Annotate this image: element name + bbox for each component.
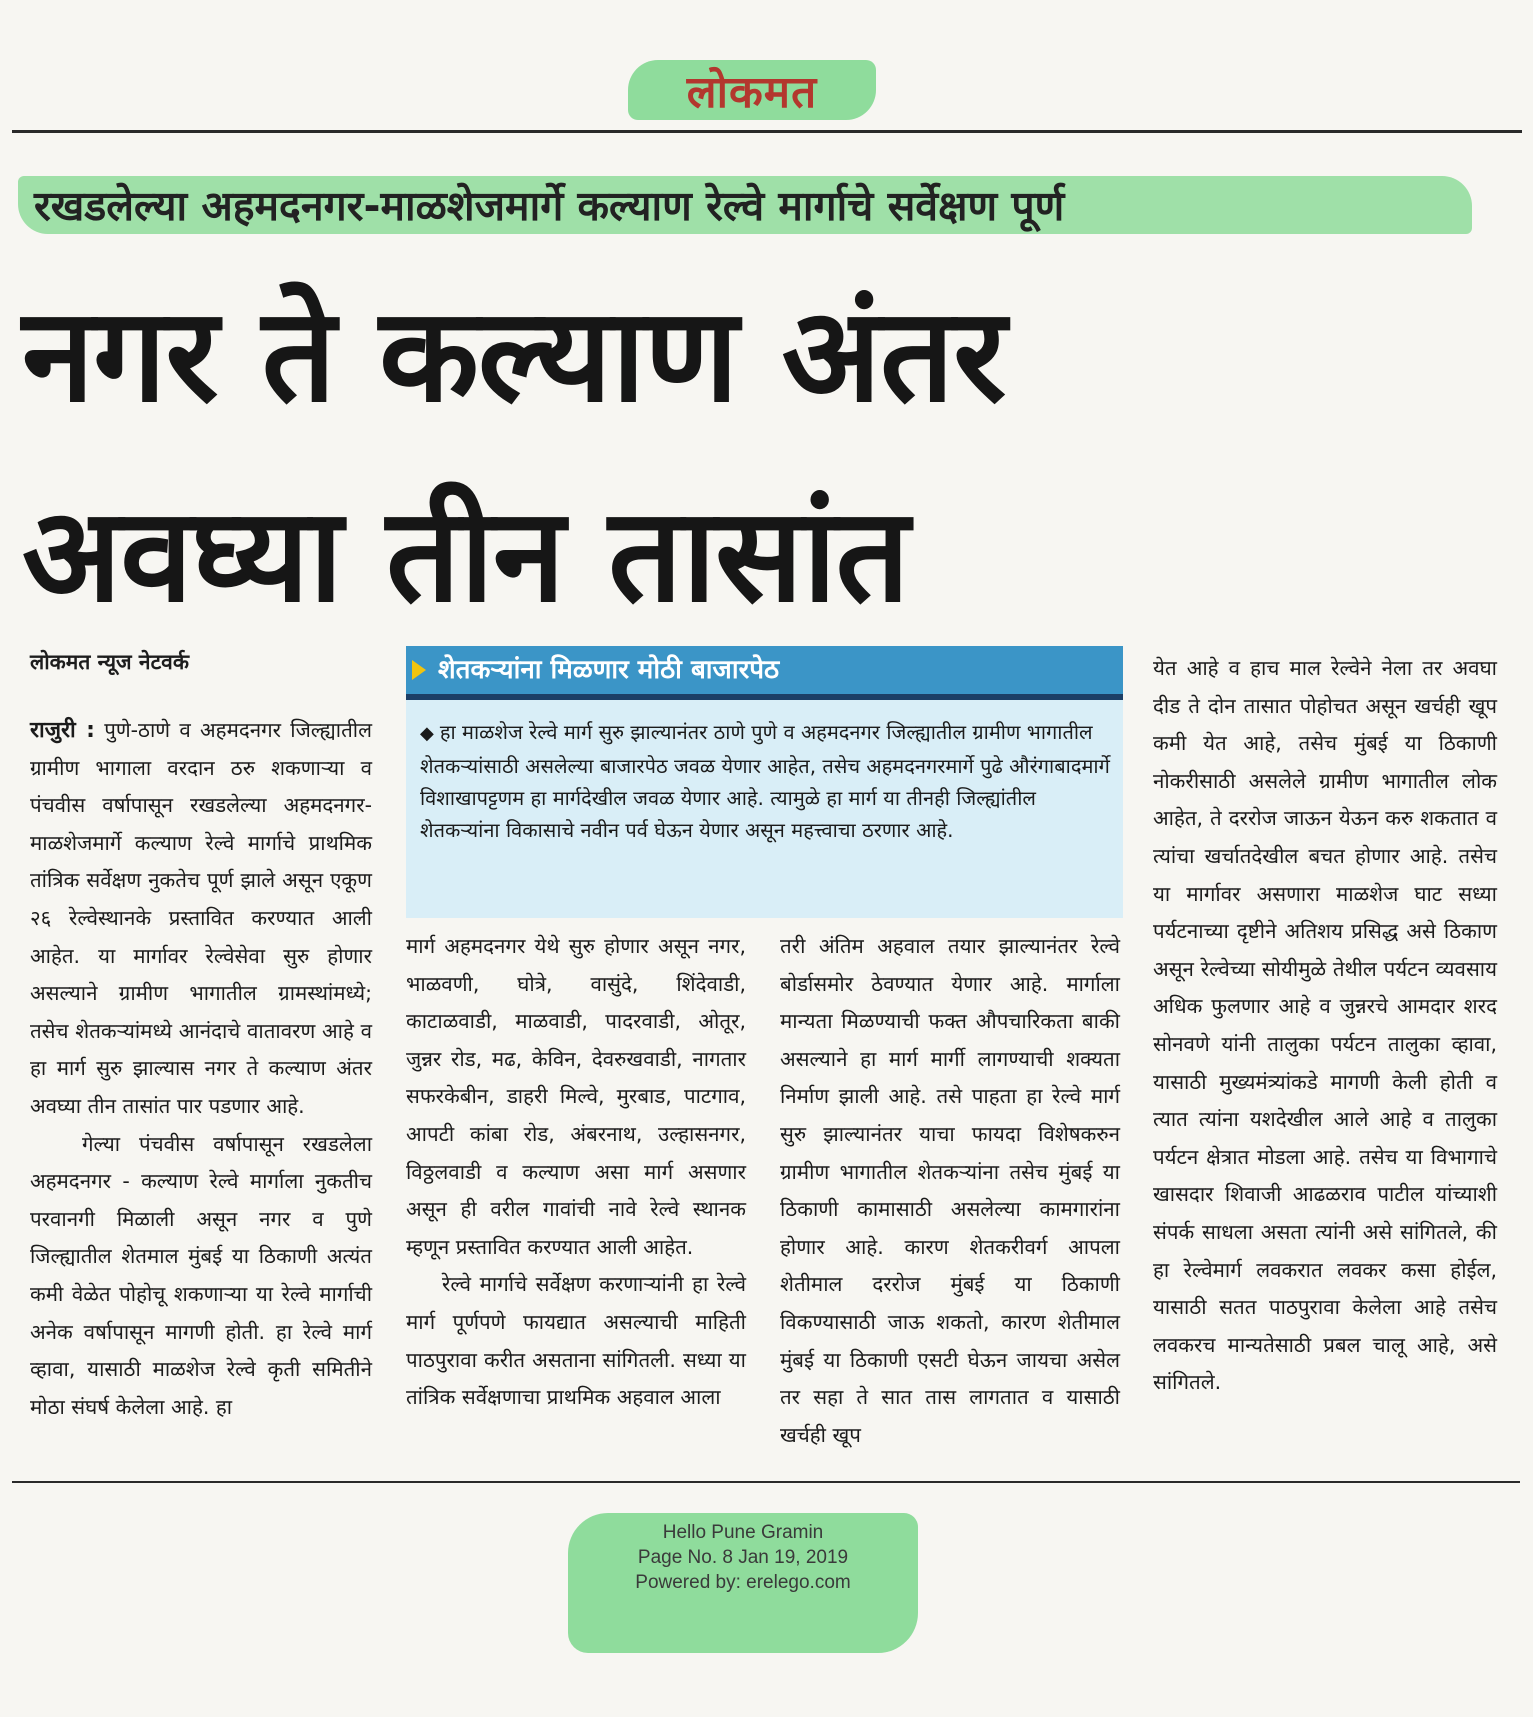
- footer-powered-by: Powered by: erelego.com: [635, 1572, 851, 1593]
- diamond-bullet-icon: ◆: [420, 723, 434, 744]
- main-headline: [22, 255, 1512, 655]
- sidebar-box-body: [420, 716, 1110, 846]
- footer-page-date: Page No. 8 Jan 19, 2019: [637, 1547, 849, 1568]
- article-column-4: [1153, 650, 1497, 1402]
- top-rule: [12, 130, 1522, 133]
- column-3-paragraph-1: तरी अंतिम अहवाल तयार झाल्यानंतर रेल्वे बोर्डासमोर ठेवण्यात येणार आहे. मार्गाला मान्यता मिळण्याची फक्त औपचारिकता बाकी असल्याने हा मार्ग मार्गी लागण्याची शक्यता निर्माण झाली आहे. तसे पाहता हा रेल्वे मार्ग सुरु झाल्यानंतर याचा फायदा विशेषकरुन ग्रामीण भागातील शेतकऱ्यांना तसेच मुंबई या ठिकाणी कामासाठी असलेल्या कामगारांना होणार आहे. कारण शेतकरीवर्ग आपला शेतीमाल दररोज मुंबई या ठिकाणी विकण्यासाठी जाऊ शकतो, कारण शेतीमाल मुंबई या ठिकाणी एसटी घेऊन जायचा असेल तर सहा ते सात तास लागतात व यासाठी खर्चही खूप: [780, 934, 1120, 1447]
- article-column-3: [780, 928, 1120, 1454]
- masthead-logo: लोकमत: [686, 67, 818, 118]
- sidebar-box: [406, 646, 1123, 918]
- column-4-paragraph-1: येत आहे व हाच माल रेल्वेने नेला तर अवघा दीड ते दोन तासात पोहोचत असून खर्चही खूप कमी येत आहे, तसेच मुंबई या ठिकाणी नोकरीसाठी असलेले ग्रामीण भागातील लोक आहेत, ते दररोज जाऊन येऊन करु शकतात व त्यांचा खर्चातदेखील बचत होणार आहे. तसेच या मार्गावर असणारा माळशेज घाट सध्या पर्यटनाच्या दृष्टीने अतिशय प्रसिद्ध असे ठिकाण असून रेल्वेच्या सोयीमुळे तेथील पर्यटन व्यवसाय अधिक फुलणार आहे व जुन्नरचे आमदार शरद सोनवणे यांनी तालुका पर्यटन तालुका व्हावा, यासाठी मुख्यमंत्र्यांकडे मागणी केली होती व त्यात त्यांना यशदेखील आले आहे व तालुका पर्यटन क्षेत्रात मोडला आहे. तसेच या विभागाचे खासदार शिवाजी आढळराव पाटील यांच्याशी संपर्क साधला असता त्यांनी असे सांगितले, की हा रेल्वेमार्ग लवकरात लवकर कसा होईल, यासाठी सतत पाठपुरावा केलेला आहे तसेच लवकरच मान्यतेसाठी प्रबल चालू आहे, असे सांगितले.: [1153, 656, 1497, 1395]
- sidebar-box-title: शेतकऱ्यांना मिळणार मोठी बाजारपेठ: [438, 655, 780, 685]
- sidebar-box-text: हा माळशेज रेल्वे मार्ग सुरु झाल्यानंतर ठाणे पुणे व अहमदनगर जिल्ह्यातील ग्रामीण भागातील शेतकऱ्यांसाठी असलेल्या बाजारपेठ जवळ येणार आहेत, तसेच अहमदनगरमार्गे पुढे औरंगाबादमार्गे विशाखापट्टणम हा मार्गदेखील जवळ येणार आहे. त्यामुळे हा मार्ग या तीनही जिल्ह्यांतील शेतकऱ्यांना विकासाचे नवीन पर्व घेऊन येणार असून महत्त्वाचा ठरणार आहे.: [420, 720, 1110, 842]
- masthead-highlight: [628, 60, 876, 120]
- article-column-2: [406, 928, 746, 1417]
- article-column-1: [30, 712, 372, 1426]
- bottom-rule: [12, 1481, 1520, 1483]
- sidebar-box-header-underline: [406, 694, 1123, 700]
- headline-line-1: नगर ते कल्याण अंतर: [22, 279, 1006, 431]
- byline: लोकमत न्यूज नेटवर्क: [30, 650, 189, 674]
- column-1-paragraph-1: पुणे-ठाणे व अहमदनगर जिल्ह्यातील ग्रामीण भागाला वरदान ठरु शकणाऱ्या व पंचवीस वर्षापासून रखडलेल्या अहमदनगर-माळशेजमार्गे कल्याण रेल्वे मार्गाचे प्राथमिक तांत्रिक सर्वेक्षण नुकतेच पूर्ण झाले असून एकूण २६ रेल्वेस्थानके प्रस्तावित करण्यात आली आहेत. या मार्गावर रेल्वेसेवा सुरु होणार असल्याने ग्रामीण भागातील ग्रामस्थांमध्ये; तसेच शेतकऱ्यांमध्ये आनंदाचे वातावरण आहे व हा मार्ग सुरु झाल्यास नगर ते कल्याण अंतर अवघ्या तीन तासांत पार पडणार आहे.: [30, 718, 372, 1118]
- footer-info: [568, 1520, 918, 1595]
- dateline: राजुरी :: [30, 718, 95, 743]
- column-2-paragraph-1: मार्ग अहमदनगर येथे सुरु होणार असून नगर, भाळवणी, घोत्रे, वासुंदे, शिंदेवाडी, काटाळवाडी, माळवाडी, पादरवाडी, ओतूर, जुन्नर रोड, मढ, केविन, देवरुखवाडी, नागतार सफरकेबीन, डाहरी मिल्वे, मुरबाड, पाटगाव, आपटी कांबा रोड, अंबरनाथ, उल्हासनगर, विठ्ठलवाडी व कल्याण असा मार्ग असणार असून ही वरील गावांची नावे रेल्वे स्थानक म्हणून प्रस्तावित करण्यात आली आहेत.: [406, 934, 746, 1259]
- kicker-subheadline: रखडलेल्या अहमदनगर-माळशेजमार्गे कल्याण रेल्वे मार्गाचे सर्वेक्षण पूर्ण: [34, 182, 1065, 230]
- column-2-paragraph-2: रेल्वे मार्गाचे सर्वेक्षण करणाऱ्यांनी हा रेल्वे मार्ग पूर्णपणे फायद्यात असल्याची माहिती पाठपुरावा करीत असताना सांगितली. सध्या या तांत्रिक सर्वेक्षणाचा प्राथमिक अहवाल आला: [406, 1272, 746, 1410]
- arrow-icon: [412, 660, 426, 680]
- footer-publication: Hello Pune Gramin: [662, 1522, 824, 1543]
- column-1-paragraph-2: गेल्या पंचवीस वर्षापासून रखडलेला अहमदनगर - कल्याण रेल्वे मार्गाला नुकतीच परवानगी मिळाली असून नगर व पुणे जिल्ह्यातील शेतमाल मुंबई या ठिकाणी अत्यंत कमी वेळेत पोहोचू शकणाऱ्या या रेल्वे मार्गाची अनेक वर्षापासून मागणी होती. हा रेल्वे मार्ग व्हावा, यासाठी माळशेज रेल्वे कृती समितीने मोठा संघर्ष केलेला आहे. हा: [30, 1131, 372, 1419]
- sidebar-box-header: [406, 646, 1123, 694]
- headline-line-2: अवघ्या तीन तासांत: [22, 479, 909, 631]
